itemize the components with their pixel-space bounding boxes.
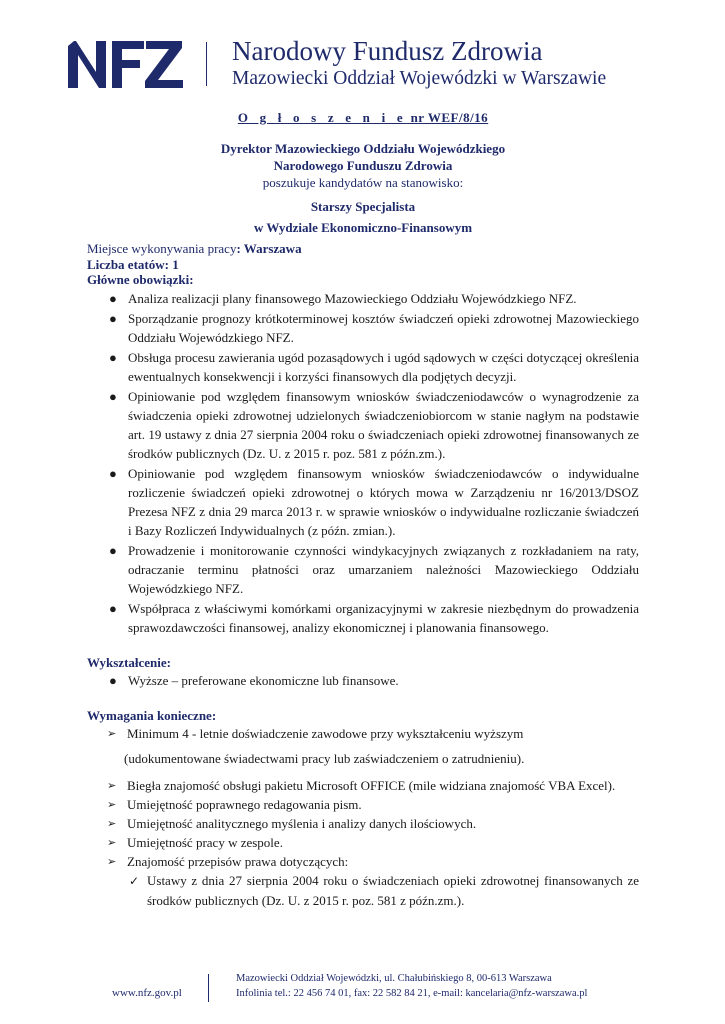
arrow-bullet-icon: ➢ xyxy=(107,817,117,830)
requirement-text: Umiejętność pracy w zespole. xyxy=(127,835,283,850)
duties-title: Główne obowiązki: xyxy=(87,272,194,287)
duty-text: Opiniowanie pod względem finansowym wniosków świadczeniodawców o indywidualne rozliczenie świadczeń opieki zdrowotnej o których mowa w Zarządzeniu nr 16/2013/DSOZ Prezesa NFZ z dnia 29 marca 2013 r. w sprawie wniosków o indywidualne rozliczanie świadczeń i Bazy Rozliczeń Indywidualnych (z późn. zmian.). xyxy=(128,466,639,538)
position-title: Starszy Specjalista xyxy=(310,199,416,214)
nfz-logo-icon xyxy=(66,38,184,90)
header-divider xyxy=(206,42,207,86)
duty-text: Analiza realizacji plany finansowego Mazowieckiego Oddziału Wojewódzkiego NFZ. xyxy=(128,291,577,306)
checkmark-icon: ✓ xyxy=(129,874,140,888)
bullet-icon: ● xyxy=(109,350,117,365)
requirement-text: (udokumentowane świadectwami pracy lub zaświadczeniem o zatrudnieniu). xyxy=(124,751,525,766)
requirement-text: Biegła znajomość obsługi pakietu Microsoft OFFICE (mile widziana znajomość VBA Excel). xyxy=(127,778,616,793)
requirement-text: Umiejętność poprawnego redagowania pism. xyxy=(127,797,362,812)
letterhead xyxy=(66,38,686,94)
list-item xyxy=(87,599,639,637)
list-item-continuation xyxy=(87,749,639,768)
requirement-text: Znajomość przepisów prawa dotyczących: xyxy=(127,854,349,869)
education-list xyxy=(87,671,639,690)
list-item xyxy=(87,387,639,463)
arrow-bullet-icon: ➢ xyxy=(107,727,117,740)
list-item xyxy=(87,852,639,871)
fte-count: Liczba etatów: 1 xyxy=(87,257,179,272)
announcement-label: O g ł o s z e n i e xyxy=(237,110,407,125)
footer-address: Mazowiecki Oddział Wojewódzki, ul. Chałubińskiego 8, 00-613 Warszawa xyxy=(236,973,552,984)
list-item xyxy=(87,464,639,540)
nfz-logo xyxy=(66,38,184,90)
list-item xyxy=(87,814,639,833)
announcement-number-value: nr WEF/8/16 xyxy=(406,110,489,125)
list-item xyxy=(87,776,639,795)
org-branch: Mazowiecki Oddział Wojewódzki w Warszawie xyxy=(232,68,607,89)
requirement-text: Minimum 4 - letnie doświadczenie zawodowe przy wykształceniu wyższym xyxy=(127,726,524,741)
announcement-body xyxy=(87,108,639,911)
duty-text: Współpraca z właściwymi komórkami organizacyjnymi w zakresie niezbędnym do prowadzenia sprawozdawczości finansowej, analizy ekonomicznej i planowania finansowego. xyxy=(128,601,639,635)
duty-text: Obsługa procesu zawierania ugód pozasądowych i ugód sądowych w części dotyczącej określenia ewentualnych konsekwencji i korzyści finansowych dla podjętych decyzji. xyxy=(128,350,639,384)
duty-text: Prowadzenie i monitorowanie czynności windykacyjnych związanych z rozkładaniem na raty, odraczanie terminu płatności oraz umarzaniem należności Mazowieckiego Oddziału Wojewódzkiego NFZ. xyxy=(128,543,639,596)
list-item xyxy=(87,348,639,386)
education-text: Wyższe – preferowane ekonomiczne lub finansowe. xyxy=(128,673,399,688)
list-item xyxy=(87,289,639,308)
page-footer xyxy=(112,968,592,1004)
bullet-icon: ● xyxy=(109,389,117,404)
director-line-1: Dyrektor Mazowieckiego Oddziału Wojewódzkiego xyxy=(220,141,506,156)
list-item xyxy=(87,724,639,743)
director-line-2: Narodowego Funduszu Zdrowia xyxy=(273,158,453,173)
bullet-icon: ● xyxy=(109,466,117,481)
law-text: Ustawy z dnia 27 sierpnia 2004 roku o świadczeniach opieki zdrowotnej finansowanych ze środków publicznych (Dz. U. z 2015 r. poz. 581 z późn.zm.). xyxy=(147,873,639,908)
footer-divider xyxy=(208,974,209,1002)
list-item xyxy=(87,833,639,852)
seeking-text: poszukuje kandydatów na stanowisko: xyxy=(262,175,464,190)
footer-contact: Infolinia tel.: 22 456 74 01, fax: 22 582 84 21, e-mail: kancelaria@nfz-warszawa.pl xyxy=(236,988,588,999)
arrow-bullet-icon: ➢ xyxy=(107,836,117,849)
arrow-bullet-icon: ➢ xyxy=(107,798,117,811)
announcement-number xyxy=(87,108,639,127)
footer-website[interactable]: www.nfz.gov.pl xyxy=(112,987,182,999)
org-name: Narodowy Fundusz Zdrowia xyxy=(232,36,543,66)
work-place-value: : Warszawa xyxy=(236,241,302,256)
duty-text: Sporządzanie prognozy krótkoterminowej kosztów świadczeń opieki zdrowotnej Mazowieckiego Oddziału Wojewódzkiego NFZ. xyxy=(128,311,639,345)
requirement-text: Umiejętność analitycznego myślenia i analizy danych ilościowych. xyxy=(127,816,477,831)
bullet-icon: ● xyxy=(109,673,117,688)
bullet-icon: ● xyxy=(109,291,117,306)
law-list xyxy=(87,871,639,911)
education-title: Wykształcenie: xyxy=(87,655,171,670)
work-place-label: Miejsce wykonywania pracy xyxy=(87,241,237,256)
list-item xyxy=(87,309,639,347)
department: w Wydziale Ekonomiczno-Finansowym xyxy=(253,220,473,235)
arrow-bullet-icon: ➢ xyxy=(107,779,117,792)
arrow-bullet-icon: ➢ xyxy=(107,855,117,868)
list-item xyxy=(87,795,639,814)
duty-text: Opiniowanie pod względem finansowym wniosków świadczeniodawców o wynagrodzenie za świadczenia opieki zdrowotnej udzielonych świadczeniobiorcom w stanie nagłym na podstawie art. 19 ustawy z dnia 27 sierpnia 2004 roku o świadczeniach opieki zdrowotnej finansowanych ze środków publicznych (Dz. U. z 2015 r. poz. 581 z późn.zm.). xyxy=(128,389,639,461)
list-item xyxy=(87,541,639,598)
requirements-list xyxy=(87,724,639,871)
bullet-icon: ● xyxy=(109,311,117,326)
work-place xyxy=(87,241,639,257)
bullet-icon: ● xyxy=(109,601,117,616)
requirements-title: Wymagania konieczne: xyxy=(87,708,217,723)
list-item xyxy=(87,871,639,911)
duties-list xyxy=(87,289,639,637)
bullet-icon: ● xyxy=(109,543,117,558)
list-item xyxy=(87,671,639,690)
